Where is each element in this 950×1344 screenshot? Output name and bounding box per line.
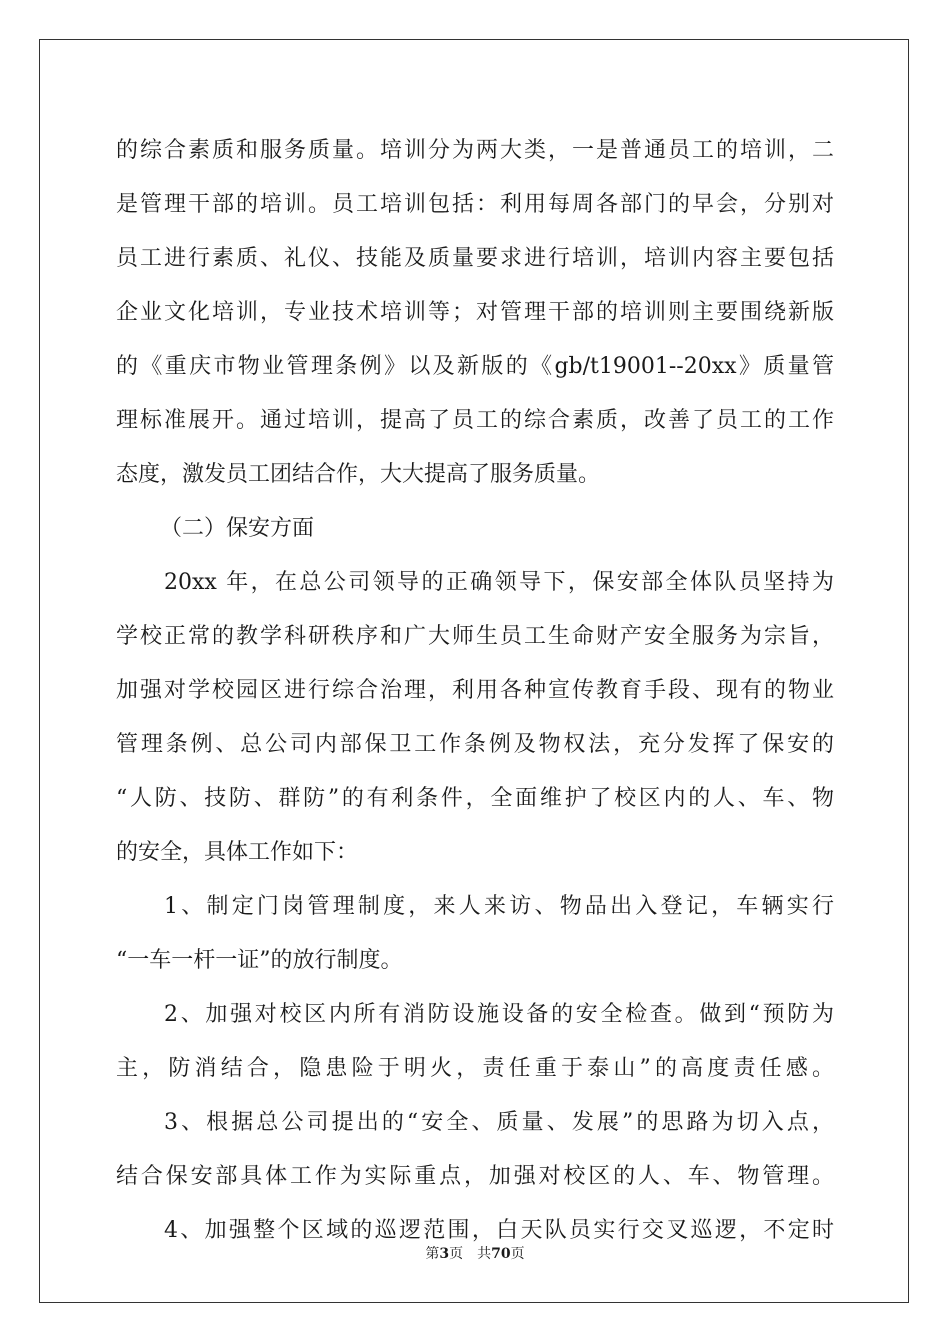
total-pages: 70	[491, 1246, 511, 1262]
text-line: 态度，激发员工团结合作，大大提高了服务质量。	[116, 462, 601, 487]
text-line: 的综合素质和服务质量。培训分为两大类，一是普通员工的培训，二	[116, 138, 834, 163]
section-heading: （二）保安方面	[160, 516, 315, 541]
page-suffix: 页	[449, 1246, 464, 1262]
text-line: 1、制定门岗管理制度，来人来访、物品出入登记，车辆实行	[164, 894, 834, 919]
text-line: 主，防消结合，隐患险于明火，责任重于泰山”的高度责任感。	[116, 1056, 834, 1081]
text-line: 3、根据总公司提出的“安全、质量、发展”的思路为切入点，	[164, 1110, 834, 1135]
total-prefix: 共	[477, 1246, 492, 1262]
text-line: 结合保安部具体工作为实际重点，加强对校区的人、车、物管理。	[116, 1164, 834, 1189]
page-prefix: 第	[425, 1246, 440, 1262]
text-line: 的《重庆市物业管理条例》以及新版的《gb/t19001--20xx》质量管	[116, 354, 834, 379]
text-line: 加强对学校园区进行综合治理，利用各种宣传教育手段、现有的物业	[116, 678, 834, 703]
text-line: 的安全，具体工作如下：	[116, 840, 359, 865]
text-line: 4、加强整个区域的巡逻范围，白天队员实行交叉巡逻，不定时	[164, 1218, 834, 1243]
page-number: 3	[439, 1246, 450, 1262]
text-line: “人防、技防、群防”的有利条件，全面维护了校区内的人、车、物	[116, 786, 834, 811]
text-line: 是管理干部的培训。员工培训包括：利用每周各部门的早会，分别对	[116, 192, 834, 217]
text-line: “一车一杆一证”的放行制度。	[116, 948, 403, 973]
page-footer	[0, 1243, 950, 1263]
text-line: 20xx 年，在总公司领导的正确领导下，保安部全体队员坚持为	[164, 570, 834, 595]
total-suffix: 页	[510, 1246, 525, 1262]
document-body	[116, 124, 834, 1258]
text-line: 企业文化培训，专业技术培训等；对管理干部的培训则主要围绕新版	[116, 300, 834, 325]
text-line: 理标准展开。通过培训，提高了员工的综合素质，改善了员工的工作	[116, 408, 834, 433]
text-line: 管理条例、总公司内部保卫工作条例及物权法，充分发挥了保安的	[116, 732, 834, 757]
text-line: 学校正常的教学科研秩序和广大师生员工生命财产安全服务为宗旨，	[116, 624, 834, 649]
text-line: 员工进行素质、礼仪、技能及质量要求进行培训，培训内容主要包括	[116, 246, 834, 271]
text-line: 2、加强对校区内所有消防设施设备的安全检查。做到“预防为	[164, 1002, 834, 1027]
